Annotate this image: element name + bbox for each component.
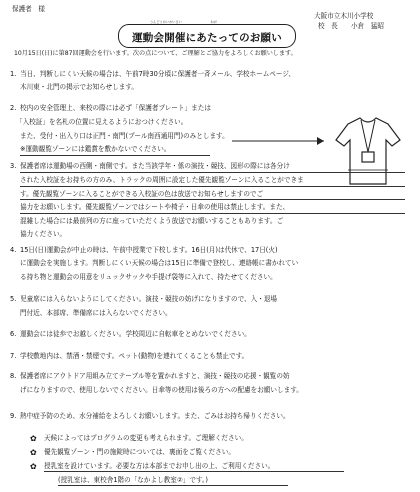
item-line: 運動会には徒歩でお越しください。学校周辺に自転車をとめないでください。 [20,330,251,338]
item-line: 保護者席にアウトドア用組み立てテーブル等を置かれますと、演技・競技の応援・観覧の妨 [20,372,290,380]
recipient: 保護者 様 [12,5,45,13]
flower-bullet-icon: ✿ [30,462,37,471]
underline [44,471,344,472]
underline [58,485,288,486]
item-line: 熱中症予防のため、水分補給をよろしくお願いします。また、ごみはお持ち帰りください。 [20,412,290,420]
note-line: 天候によってはプログラムの変更も考えられます。ご理解ください。 [44,434,248,442]
underline [20,172,405,173]
underline [20,213,405,214]
item-line: 門付近、本部席、準備席には入らないでください。 [20,309,172,317]
item-line: ※運動観覧ゾーンには鑑賞を敷かないでください。 [20,145,171,153]
item-line: 児童席には入らないようにしてください。演技・競技の妨げになりますので、入・退場 [20,295,278,303]
item-line: 15日(日)運動会が中止の時は、午前中授業で下校します。16日(月)は代休で、17日(火) [20,246,278,254]
item-line: 協力ください。 [20,230,67,238]
note-line: 優先観覧ゾーン・門の施錠時については、裏面をご覧ください。 [44,448,235,456]
title-ruby: うんどうかいかいさい ねが [150,20,217,24]
flower-bullet-icon: ✿ [30,434,37,443]
note-line: 授乳室を設けています。必要な方は本部までお申し出の上、ご利用ください。 [44,462,275,470]
item-number: 6. [10,330,17,338]
flower-bullet-icon: ✿ [30,448,37,457]
principal-name: 校 長 小倉 猛昭 [318,22,384,30]
item-line: 木川東・北門の掲示でお知らせします。 [20,83,138,91]
item-line: 混雑した場合には最前列の方に座っていただくよう放送でお願いすることもあります。ご [20,217,284,225]
item-number: 3. [10,162,17,170]
arrow-icon [230,135,330,147]
item-number: 8. [10,372,17,380]
item-line: 学校敷地内は、禁酒・禁煙です。ペット(動物)を連れてくることも禁止です。 [20,352,249,360]
title-box [118,24,296,48]
item-line: 校内の安全管理上、来校の際には必ず「保護者プレート」または [20,104,211,112]
note-line: (授乳室は、東校舎1階の「なかよし教室②」です。) [58,476,208,484]
item-line: された入校証をお持ちの方のみ、トラックの周囲に設定した優先観覧ゾーンに入ることができま [20,176,304,184]
item-line: る持ち物と運動会の用意をリュックサックや手提げ袋等に入れて、持たせてください。 [20,273,277,281]
item-line: げになりますので、使用しないでください。日傘等の使用は後ろの方への配慮をお願いします。 [20,386,303,394]
item-number: 5. [10,295,17,303]
underline [20,155,210,156]
item-line: す。優先観覧ゾーンに入ることができる入校証の色は放送でお知らせしますのでご [20,190,264,198]
page-title: 運動会開催にあたってのお願い [132,32,282,44]
underline [20,186,405,187]
item-number: 7. [10,352,17,360]
item-number: 9. [10,412,17,420]
badge-illustration-icon [328,110,408,190]
item-line: 保護者席は運動場の西側・南側です。また当該学年・係の演技・競技、図形の際には各分け [20,162,290,170]
item-line: 協力をお願いします。優先観覧ゾーンではシートや椅子・日傘の使用は禁止します。また、 [20,203,290,211]
item-number: 2. [10,104,17,112]
school-name: 大阪市立木川小学校 [314,12,374,20]
item-number: 1. [10,70,17,78]
underline [20,199,405,200]
item-line: 「入校証」を名札の位置に見えるようにおつけください。 [16,118,188,126]
item-line: に運動会を実施します。判断しにくい天候の場合は15日に準備で登校し、連絡帳に書かれてい [20,259,299,267]
item-number: 4. [10,246,17,254]
intro-text: 10月15日(日)に第87回運動会を行います。次の点について、ご理解とご協力をよろしくお願いします。 [14,50,297,57]
item-line: また、受付・出入り口は正門・南門(プール南西通用門)のみとします。 [20,132,229,140]
item-line: 当日、判断しにくい天候の場合は、午前7時30分頃に保護者一斉メール、学校ホームページ、 [20,70,296,78]
